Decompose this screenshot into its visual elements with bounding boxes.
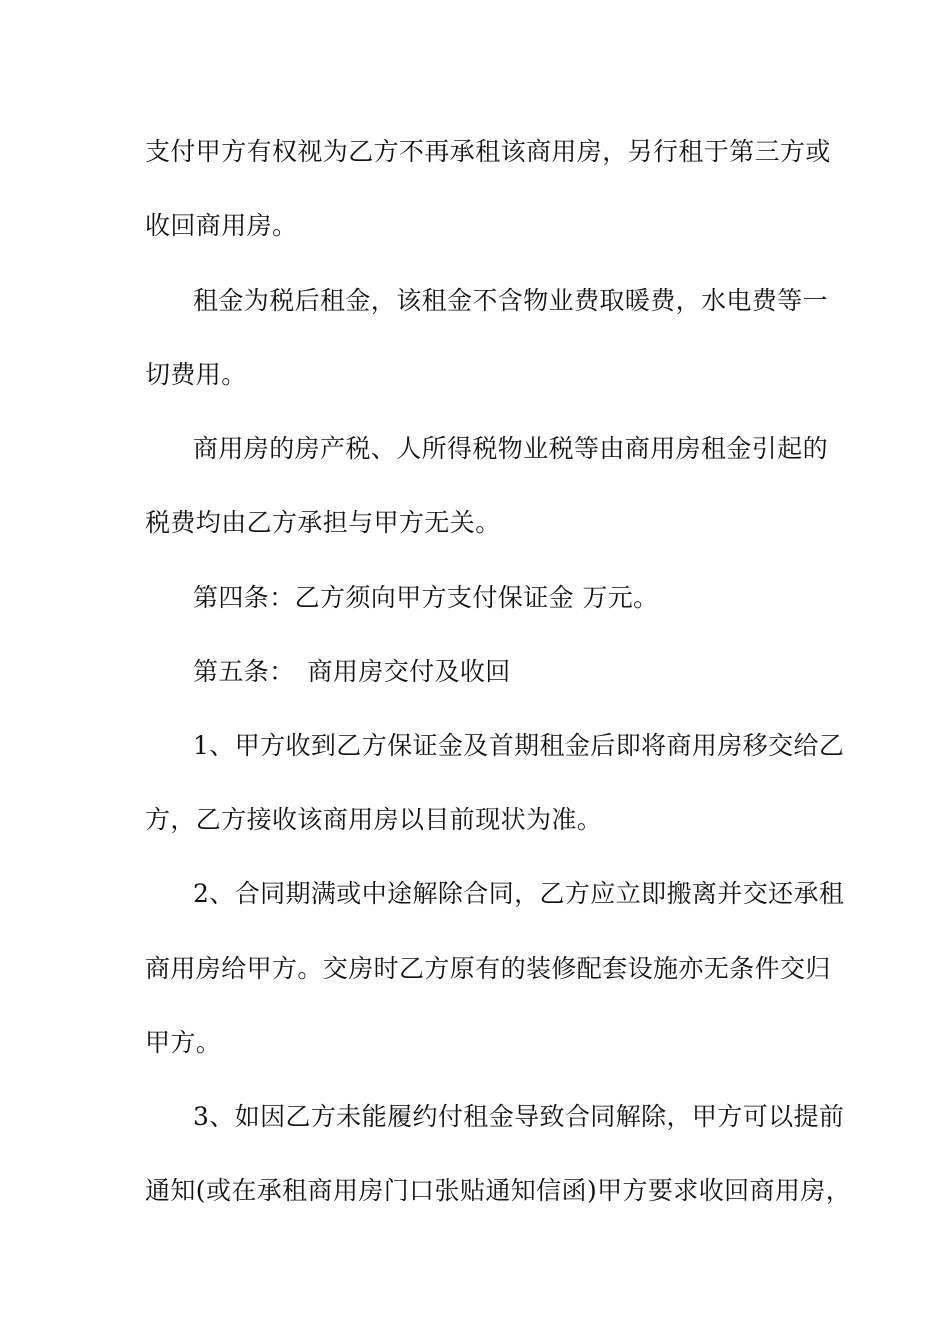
- text-line: 税费均由乙方承担与甲方无关。: [145, 508, 501, 537]
- text-line: 商用房给甲方。交房时乙方原有的装修配套设施亦无条件交归: [145, 954, 831, 983]
- text-line: 方，乙方接收该商用房以目前现状为准。: [145, 805, 603, 834]
- text-line: 支付甲方有权视为乙方不再承租该商用房，另行租于第三方或: [145, 137, 831, 166]
- clause-1: 1、甲方收到乙方保证金及首期租金后即将商用房移交给乙: [193, 731, 845, 760]
- text-line: 通知(或在承租商用房门口张贴通知信函)甲方要求收回商用房，: [145, 1176, 852, 1205]
- text-line: 收回商用房。: [145, 211, 298, 240]
- paragraph-start: 租金为税后租金，该租金不含物业费取暖费，水电费等一: [193, 286, 829, 315]
- clause-2: 2、合同期满或中途解除合同，乙方应立即搬离并交还承租: [193, 879, 845, 908]
- clause-3: 3、如因乙方未能履约付租金导致合同解除，甲方可以提前: [193, 1102, 845, 1131]
- article-four: 第四条：乙方须向甲方支付保证金 万元。: [193, 583, 659, 612]
- text-line: 切费用。: [145, 360, 247, 389]
- article-five-heading: 第五条： 商用房交付及收回: [193, 657, 511, 686]
- paragraph-start: 商用房的房产税、人所得税物业税等由商用房租金引起的: [193, 434, 829, 463]
- text-line: 甲方。: [145, 1028, 222, 1057]
